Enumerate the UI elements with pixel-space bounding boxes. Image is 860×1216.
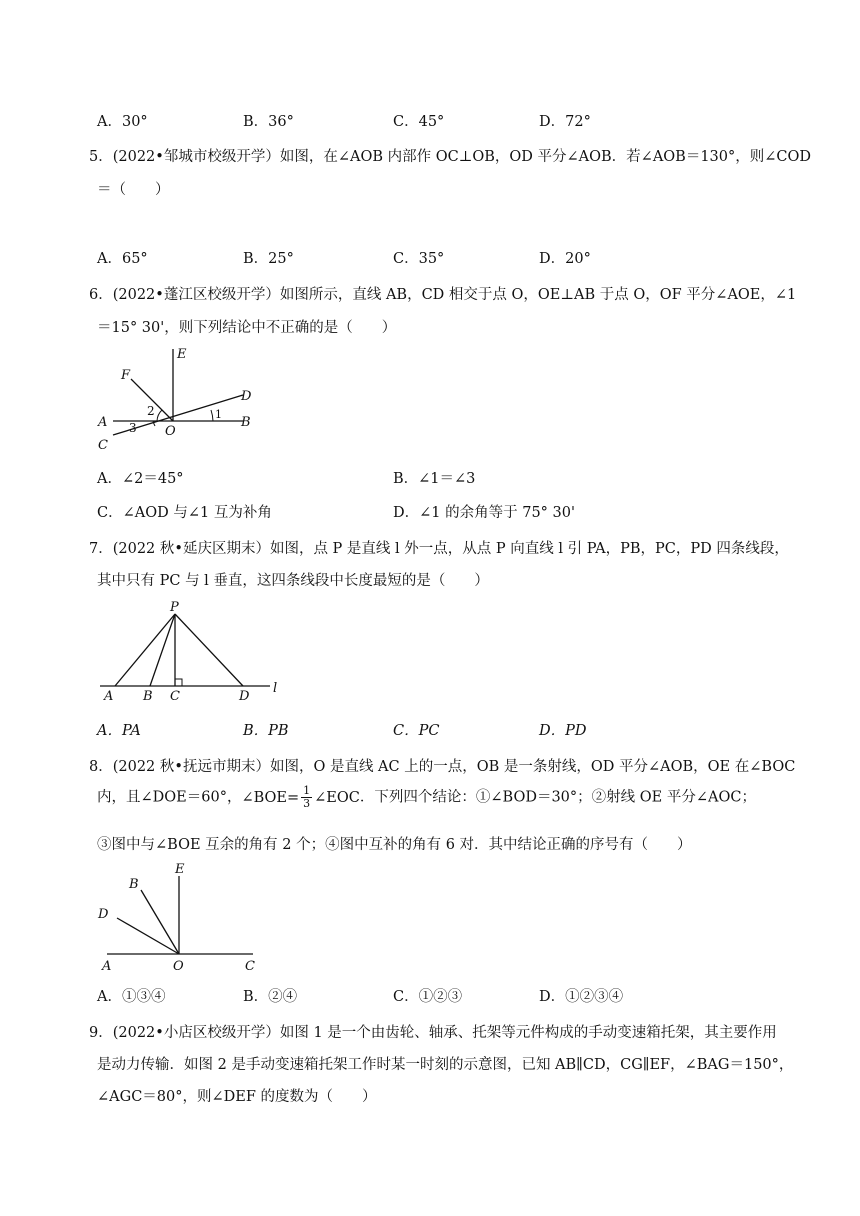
- q6-label-a: A: [98, 415, 108, 430]
- q8-label-a: A: [102, 959, 112, 974]
- q7-label-a: A: [104, 689, 114, 704]
- q7-option-c: C．PC: [393, 723, 440, 739]
- q6-stem-line2: ＝15° 30'，则下列结论中不正确的是（ ）: [97, 320, 397, 336]
- q6-figure: [95, 343, 265, 453]
- q8-fraction: [301, 785, 312, 810]
- q6-label-3: 3: [129, 421, 137, 435]
- q8-formula-right: ∠EOC: [314, 789, 360, 806]
- q8-formula: [241, 784, 360, 810]
- q7-label-l: l: [273, 681, 278, 696]
- q8-option-b: B．②④: [243, 989, 298, 1005]
- q9-stem-line1: 9．(2022•小店区校级开学）如图 1 是一个由齿轮、轴承、托架等元件构成的手动变速箱托架，其主要作用: [89, 1025, 777, 1041]
- q5-option-a: A．65°: [97, 251, 148, 267]
- q7-option-b: B．PB: [243, 723, 289, 739]
- q5-stem-line2: ＝（ ）: [97, 182, 170, 198]
- q7-stem-line2: 其中只有 PC 与 l 垂直，这四条线段中长度最短的是（ ）: [97, 573, 489, 589]
- q7-label-c: C: [170, 689, 180, 704]
- q6-stem-line1: 6．(2022•蓬江区校级开学）如图所示，直线 AB，CD 相交于点 O，OE⊥AB 于点 O，OF 平分∠AOE，∠1: [89, 287, 797, 303]
- q4-option-a: A．30°: [97, 114, 148, 130]
- q6-label-1: 1: [215, 408, 222, 421]
- q6-label-2: 2: [147, 404, 155, 418]
- q8-option-c: C．①②③: [393, 989, 463, 1005]
- q8-stem-line1: 8．(2022 秋•抚远市期末）如图，O 是直线 AC 上的一点，OB 是一条射线，OD 平分∠AOB，OE 在∠BOC: [89, 759, 796, 775]
- q6-option-c: C．∠AOD 与∠1 互为补角: [97, 505, 272, 521]
- q8-label-o: O: [173, 959, 184, 974]
- q8-stem-line3: ③图中与∠BOE 互余的角有 2 个；④图中互补的角有 6 对．其中结论正确的序号有（ ）: [97, 837, 692, 853]
- q7-label-p: P: [170, 600, 179, 615]
- q8-stem-line2-a: 内，且∠DOE＝60°，: [97, 789, 242, 806]
- q8-option-d: D．①②③④: [539, 989, 624, 1005]
- q7-label-d: D: [239, 689, 250, 704]
- q5-option-b: B．25°: [243, 251, 294, 267]
- q5-option-d: D．20°: [539, 251, 591, 267]
- q6-option-a: A．∠2＝45°: [97, 471, 184, 487]
- q8-label-c: C: [245, 959, 255, 974]
- q8-stem-line2-b: ．下列四个结论：①∠BOD＝30°；②射线 OE 平分∠AOC；: [359, 789, 756, 806]
- q6-label-f: F: [121, 368, 131, 383]
- q8-label-b: B: [129, 877, 139, 892]
- q4-option-d: D．72°: [539, 114, 591, 130]
- q8-option-a: A．①③④: [97, 989, 166, 1005]
- q9-stem-line3: ∠AGC＝80°，则∠DEF 的度数为（ ）: [97, 1089, 377, 1105]
- q8-label-d: D: [98, 907, 109, 922]
- q4-option-b: B．36°: [243, 114, 294, 130]
- q8-label-e: E: [175, 862, 185, 877]
- q8-fraction-num: 1: [303, 784, 311, 797]
- q6-label-d: D: [241, 389, 252, 404]
- q7-label-b: B: [143, 689, 153, 704]
- q7-option-d: D．PD: [539, 723, 587, 739]
- q7-option-a: A．PA: [97, 723, 141, 739]
- q6-option-d: D．∠1 的余角等于 75° 30': [393, 505, 575, 521]
- q6-label-b: B: [241, 415, 251, 430]
- q6-label-e: E: [177, 347, 187, 362]
- q8-formula-left: ∠BOE=: [241, 789, 300, 806]
- q8-figure: [95, 858, 265, 973]
- q9-stem-line2: 是动力传输．如图 2 是手动变速箱托架工作时某一时刻的示意图，已知 AB∥CD，CG∥EF，∠BAG＝150°，: [97, 1057, 794, 1073]
- q7-figure: [95, 600, 295, 704]
- q5-stem-line1: 5．(2022•邹城市校级开学）如图，在∠AOB 内部作 OC⊥OB，OD 平分∠AOB．若∠AOB＝130°，则∠COD: [89, 149, 812, 165]
- q6-label-c: C: [98, 438, 108, 453]
- q6-label-o: O: [165, 424, 176, 439]
- q4-option-c: C．45°: [393, 114, 445, 130]
- q6-option-b: B．∠1＝∠3: [393, 471, 476, 487]
- q8-fraction-den: 3: [303, 797, 311, 810]
- q5-option-c: C．35°: [393, 251, 445, 267]
- q8-stem-line2: [97, 785, 756, 810]
- q7-stem-line1: 7．(2022 秋•延庆区期末）如图，点 P 是直线 l 外一点，从点 P 向直线 l 引 PA，PB，PC，PD 四条线段，: [89, 541, 789, 557]
